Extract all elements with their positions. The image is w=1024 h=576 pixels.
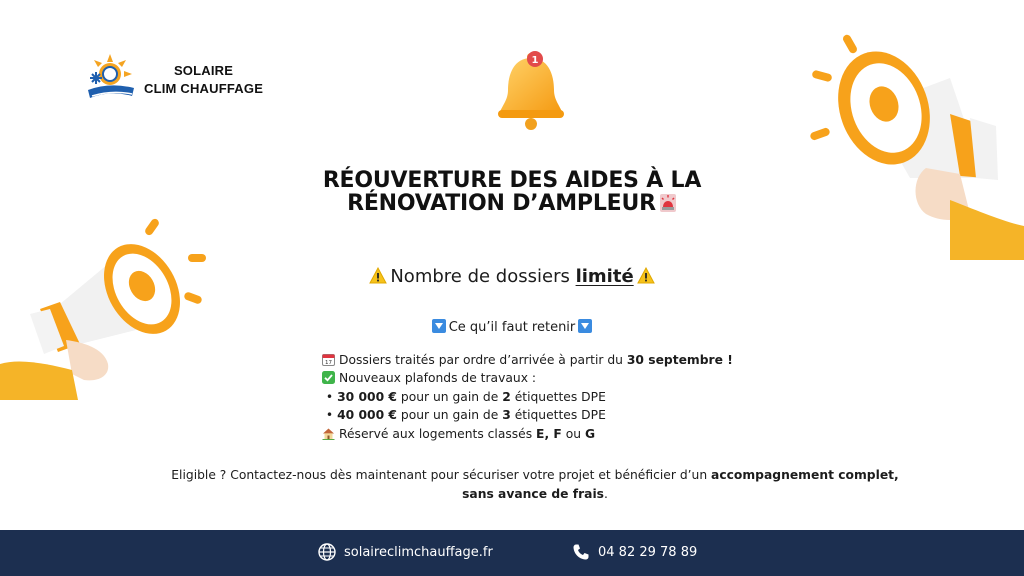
ceiling-text: étiquettes DPE <box>510 389 606 404</box>
cta-emphasis: accompagnement complet, <box>711 468 899 482</box>
calendar-icon <box>322 353 335 366</box>
globe-icon <box>318 543 336 561</box>
list-item <box>322 425 733 443</box>
notification-bell-icon <box>494 48 574 132</box>
limited-notice <box>300 266 724 287</box>
title-line-1: RÉOUVERTURE DES AIDES À LA <box>322 168 702 193</box>
call-to-action <box>150 466 920 503</box>
page-title <box>300 169 724 215</box>
title-line-2-text: RÉNOVATION D’AMPLEUR <box>347 191 656 216</box>
reserved-text: Réservé aux logements classés <box>339 426 537 441</box>
website-text: solaireclimchauffage.fr <box>344 544 493 560</box>
brand-line-1: SOLAIRE <box>173 63 234 78</box>
list-item: • 30 000 € pour un gain de 2 étiquettes DPE <box>322 389 606 404</box>
key-points-heading <box>320 319 704 335</box>
website-link[interactable] <box>318 543 493 561</box>
warning-icon <box>637 267 655 284</box>
siren-icon <box>659 193 677 213</box>
cta-emphasis: sans avance de frais <box>462 486 604 501</box>
check-mark-icon <box>322 371 335 384</box>
warning-icon <box>369 267 387 284</box>
reserved-text: ou <box>561 426 585 441</box>
ceiling-amount: 40 000 € <box>337 408 397 423</box>
sun-snowflake-logo-icon <box>82 52 140 104</box>
ceiling-gain: 2 <box>502 389 511 404</box>
brand-name <box>144 62 263 98</box>
cta-text: . <box>604 486 608 501</box>
svg-text:17: 17 <box>325 360 332 366</box>
reserved-classes: E, F <box>536 426 562 441</box>
cta-text: Eligible ? Contactez-nous dès maintenant pour sécuriser votre projet et bénéficier d’un <box>171 468 712 482</box>
date-text: Dossiers traités par ordre d’arrivée à partir du <box>339 353 627 367</box>
date-value: 30 septembre ! <box>626 353 733 367</box>
ceiling-text: étiquettes DPE <box>510 408 606 423</box>
ceiling-text: pour un gain de <box>396 389 503 404</box>
key-points-heading-text: Ce qu’il faut retenir <box>448 320 576 335</box>
down-arrow-icon <box>578 319 592 333</box>
limited-notice-emphasis: limité <box>575 266 634 287</box>
down-arrow-icon <box>432 319 446 333</box>
title-line-2 <box>300 192 724 215</box>
key-points-list <box>322 351 733 443</box>
megaphone-right-icon <box>800 28 1024 260</box>
ceilings-label: Nouveaux plafonds de travaux : <box>339 371 537 386</box>
phone-link[interactable] <box>572 543 697 561</box>
notification-badge: 1 <box>531 55 539 66</box>
list-item: • 40 000 € pour un gain de 3 étiquettes DPE <box>322 408 606 423</box>
house-icon <box>322 427 335 440</box>
phone-text: 04 82 29 78 89 <box>598 544 698 560</box>
megaphone-left-icon <box>0 214 220 400</box>
limited-notice-text: Nombre de dossiers <box>390 266 576 287</box>
reserved-classes: G <box>584 426 596 441</box>
list-item <box>322 351 733 369</box>
list-item <box>322 369 733 387</box>
ceiling-amount: 30 000 € <box>337 389 397 404</box>
ceiling-gain: 3 <box>502 408 511 423</box>
footer-bar <box>0 530 1024 576</box>
brand-logo <box>82 52 292 108</box>
ceiling-text: pour un gain de <box>396 408 503 423</box>
phone-icon <box>572 543 590 561</box>
brand-line-2: CLIM CHAUFFAGE <box>144 81 264 96</box>
